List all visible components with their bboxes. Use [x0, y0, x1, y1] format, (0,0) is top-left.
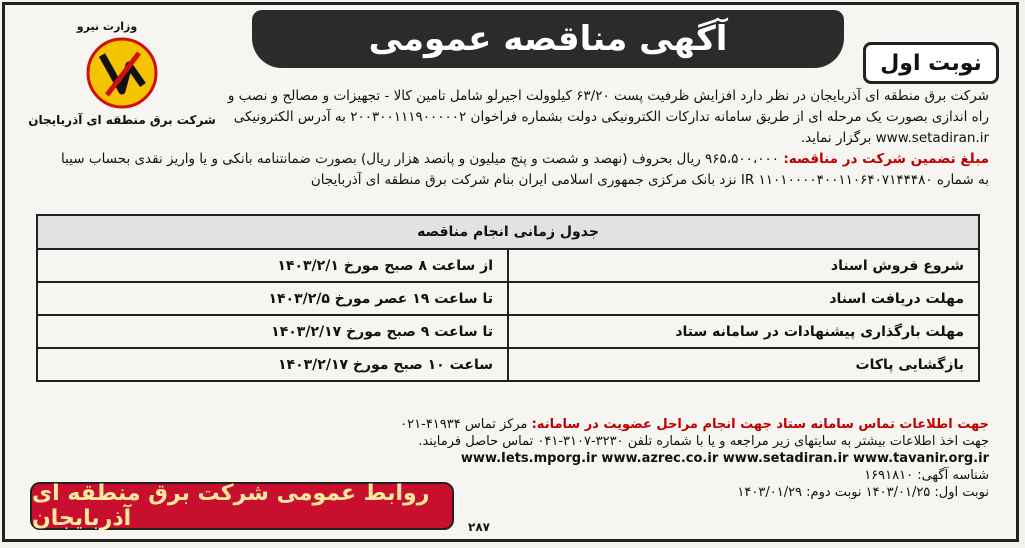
schedule-heading: جدول زمانی انجام مناقصه	[37, 215, 979, 249]
contact-line	[300, 416, 989, 433]
schedule-value: ساعت ۱۰ صبح مورخ ۱۴۰۳/۲/۱۷	[278, 356, 493, 373]
schedule-value: تا ساعت ۹ صبح مورخ ۱۴۰۳/۲/۱۷	[37, 315, 508, 348]
pr-label: روابط عمومی شرکت برق منطقه ای آذربایجان	[32, 481, 430, 531]
guarantee-text: ۹۶۵،۵۰۰،۰۰۰ ریال بحروف (نهصد و شصت و پنج میلیون و پانصد هزار ریال) بصورت ضمانتنامه بانکی و یا واریز نقدی بحساب سیبا	[61, 151, 780, 167]
body-line-2: راه اندازی بصورت یک مرحله ای از طریق سامانه تدارکات الکترونیکی دولت بشماره فراخوان ۲۰۰۳۰۰۱۱۱۹۰۰۰۰۰۲ به آدرس الکترونیکی	[233, 109, 989, 125]
page-title: آگهی مناقصه عمومی	[368, 19, 728, 59]
ad-body	[30, 86, 989, 191]
schedule-table	[36, 214, 980, 382]
title-banner	[252, 10, 844, 68]
guarantee-paragraph	[30, 149, 989, 170]
body-line-1: شرکت برق منطقه ای آذربایجان در نظر دارد افزایش ظرفیت پست ۶۳/۲۰ کیلوولت اجیرلو شامل تامین کالا - تجهیزات و مصالح و نصب و	[227, 88, 989, 104]
schedule-value: از ساعت ۸ صبح مورخ ۱۴۰۳/۲/۱	[37, 249, 508, 282]
nobat-label: نوبت اول	[880, 50, 982, 76]
table-row	[37, 249, 979, 282]
schedule-label: مهلت دریافت اسناد	[508, 282, 979, 315]
info-line: جهت اخذ اطلاعات بیشتر به سایتهای زیر مراجعه و یا با شماره تلفن ۳۲۳۰-۳۱۰۷-۰۴۱ تماس حاصل فرمایند.	[418, 434, 989, 449]
contact-label: جهت اطلاعات تماس سامانه ستاد جهت انجام مراحل عضویت در سامانه:	[531, 417, 989, 432]
guarantee-label: مبلغ تضمین شرکت در مناقصه:	[783, 151, 989, 167]
schedule-label: مهلت بارگذاری پیشنهادات در سامانه ستاد	[508, 315, 979, 348]
pr-banner	[30, 482, 454, 530]
guarantee-line-2: به شماره IR ۱۱۰۱۰۰۰۰۴۰۰۱۱۰۶۴۰۷۱۴۴۴۸۰ نزد بانک مرکزی جمهوری اسلامی ایران بنام شرکت برق منطقه ای آذربایجان	[310, 172, 989, 188]
contact-value: مرکز تماس ۴۱۹۳۴-۰۲۱	[400, 417, 528, 432]
table-row	[37, 282, 979, 315]
table-row	[37, 348, 979, 381]
websites-line: www.Iets.mporg.ir www.azrec.co.ir www.setadiran.ir www.tavanir.org.ir	[460, 451, 989, 466]
table-row	[37, 315, 979, 348]
body-line-3: www.setadiran.ir برگزار نماید.	[800, 130, 989, 146]
publish-dates: نوبت اول: ۱۴۰۳/۰۱/۲۵ نوبت دوم: ۱۴۰۳/۰۱/۲۹	[737, 485, 989, 500]
ministry-label: وزارت نیرو	[76, 20, 138, 33]
nobat-badge	[863, 42, 999, 84]
page-number: ۲۸۷	[468, 520, 490, 534]
ad-id: شناسه آگهی: ۱۶۹۱۸۱۰	[864, 468, 989, 483]
schedule-label: بازگشایی پاکات	[508, 348, 979, 381]
schedule-label: شروع فروش اسناد	[508, 249, 979, 282]
schedule-value: تا ساعت ۱۹ عصر مورخ ۱۴۰۳/۲/۵	[37, 282, 508, 315]
company-label: شرکت برق منطقه ای آذربایجان	[28, 113, 216, 127]
